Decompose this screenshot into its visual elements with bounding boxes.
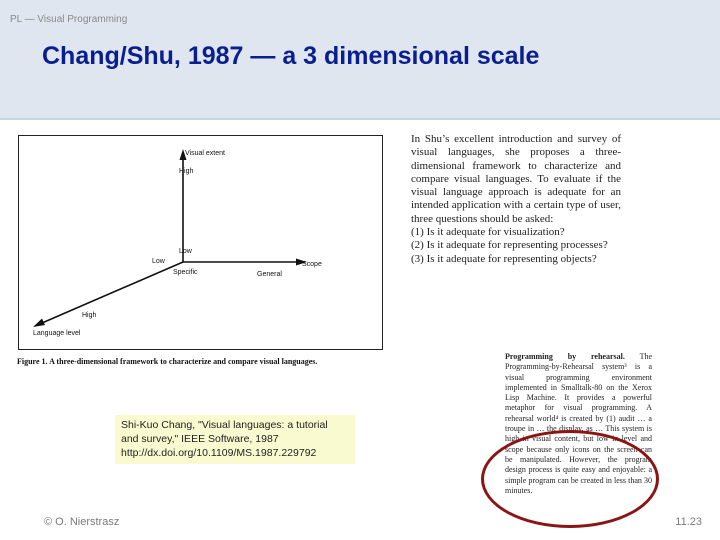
label-bottom-high: High bbox=[82, 312, 97, 319]
highlight-ellipse bbox=[481, 430, 659, 528]
page-number: 11.23 bbox=[675, 516, 702, 528]
question-1: (1) Is it adequate for visualization? bbox=[411, 226, 565, 239]
shu-intro-text: In Shu’s excellent introduction and survey of visual languages, she proposes a three-dimensional framework to characterize and compare visual languages. To evaluate if the visual language approach is adequate for an intended application with a certain type of user, three questions should be asked: bbox=[411, 133, 621, 225]
course-label: PL — Visual Programming bbox=[10, 14, 128, 25]
citation-line-2: and survey," IEEE Software, 1987 bbox=[121, 433, 279, 445]
rehearsal-body-1: The Programming-by-Rehearsal system³ is a visual programming environment implemented in Smalltalk-80 on the Xerox Lisp Machine. It provides a powerful metaphor for visual programming. A rehearsal world⁴ is created by (1) audit bbox=[505, 352, 652, 423]
axis-language-level bbox=[42, 262, 183, 323]
citation-box bbox=[115, 415, 355, 464]
citation-line-1: Shi-Kuo Chang, "Visual languages: a tutorial bbox=[121, 419, 328, 431]
label-left-low: Low bbox=[152, 258, 165, 265]
figure-caption: Figure 1. A three-dimensional framework to characterize and compare visual languages. bbox=[17, 357, 318, 366]
three-axis-diagram bbox=[15, 135, 395, 371]
slide-title: Chang/Shu, 1987 — a 3 dimensional scale bbox=[42, 42, 540, 70]
label-top-high: High bbox=[179, 168, 194, 175]
framework-figure bbox=[15, 135, 395, 371]
rehearsal-heading: Programming by rehearsal. bbox=[505, 352, 625, 361]
copyright-footer: © O. Nierstrasz bbox=[44, 516, 120, 528]
label-language-level: Language level bbox=[33, 330, 81, 337]
axis-language-level-arrow bbox=[33, 319, 45, 328]
question-3: (3) Is it adequate for representing objects? bbox=[411, 252, 597, 265]
label-scope: Scope bbox=[302, 261, 322, 268]
label-general: General bbox=[257, 271, 282, 278]
shu-paragraph bbox=[411, 133, 621, 266]
question-2: (2) Is it adequate for representing processes? bbox=[411, 239, 608, 252]
rehearsal-body-2: … a troupe in … the display, as … This system is high in visual content, but low in level and scope because only icons on the screen can be manipulated. However, the program design process is quite easy and enjoyable: a simple program can be created in less than 30 minutes. bbox=[505, 413, 652, 495]
label-specific: Specific bbox=[173, 269, 198, 276]
citation-doi-link[interactable]: http://dx.doi.org/10.1109/MS.1987.229792 bbox=[121, 447, 317, 459]
label-center-low: Low bbox=[179, 248, 192, 255]
slide-header bbox=[0, 0, 720, 120]
label-visual-extent: Visual extent bbox=[185, 150, 225, 157]
